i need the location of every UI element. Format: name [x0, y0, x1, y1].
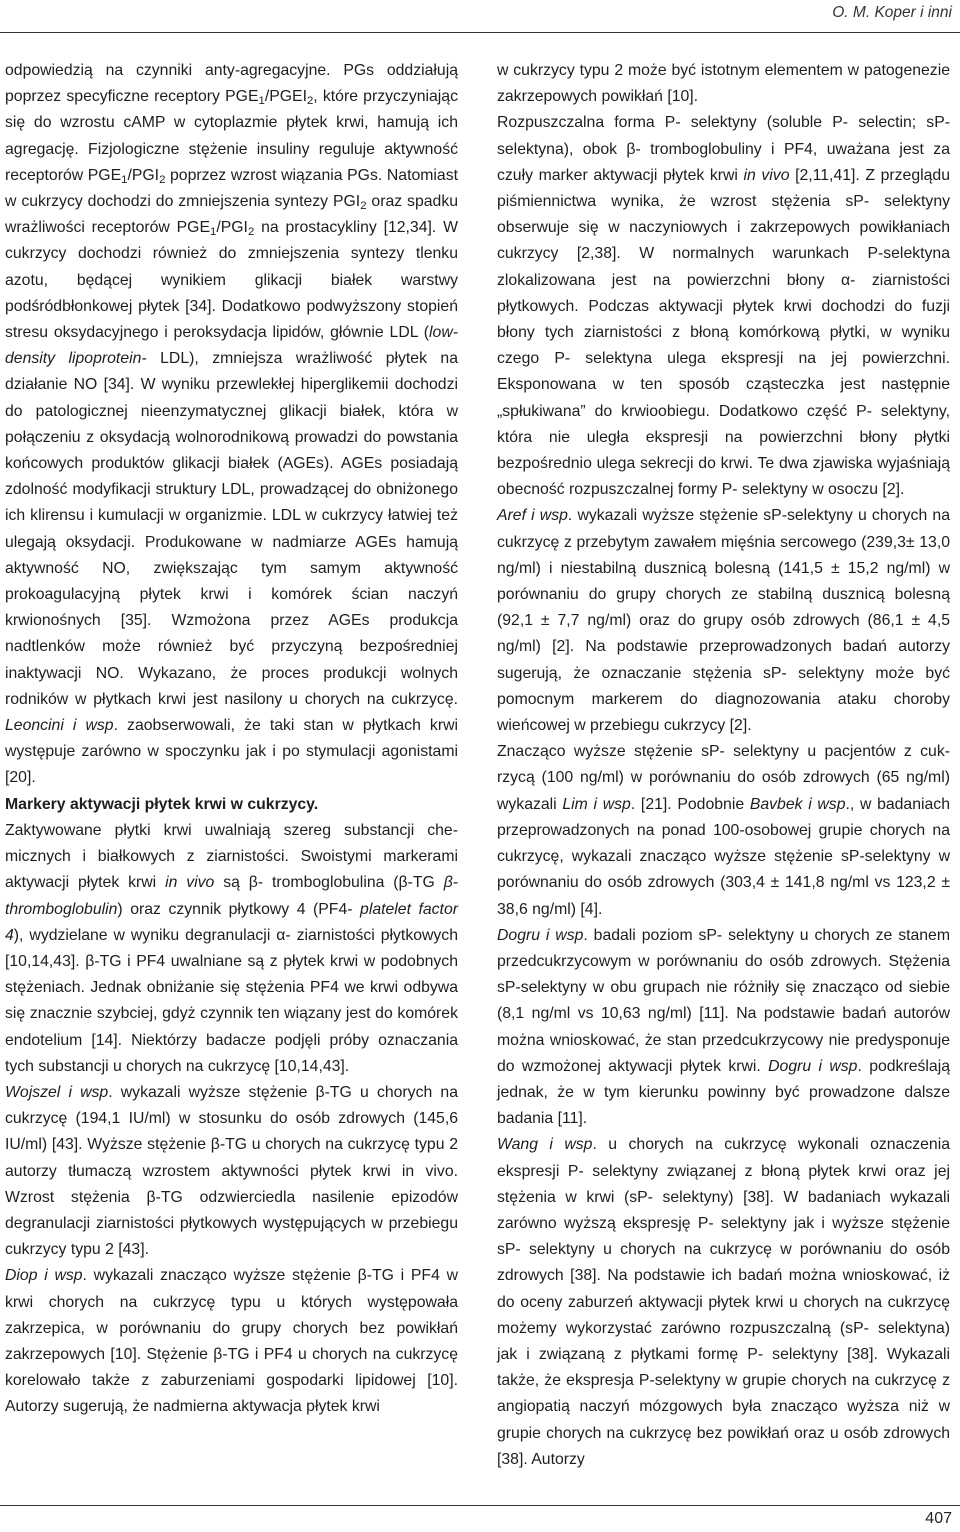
header-rule: [0, 32, 960, 33]
page-number: 407: [925, 1510, 952, 1527]
paragraph: Wang i wsp. u chorych na cukrzycę wykonali oznaczenia ekspresji P- selektyny związanej z błoną płytek krwi oraz jej stężenia w krwi (sP- selektyny) [38]. W badaniach wykazali zarówno wyższą ekspresję P- selektyny jak i wyższe stężenie sP- selektyny u chorych na cukrzycę w porównaniu do osób zdrowych [38]. Na podstawie ich badań można wnioskować, iż do oceny zaburzeń aktywacji płytek krwi u chorych na cukrzycę możemy wykorzystać zarówno rozpuszczalną (sP- selektyna) jak i związaną z płytkami formę P- selektyny [38]. Wykazali także, że ekspresja P-selektyny w grupie chorych na cukrzycę z angiopatią naczyń mózgowych była znacząco wyższa niż w grupie chorych na cukrzycę bez powikłań oraz u osób zdrowych [38]. Autorzy: [497, 1136, 950, 1468]
paragraph: Zaktywowane płytki krwi uwalniają szereg substancji chemicznych i białkowych z ziarnistości. Swoistymi markerami aktywacji płytek krwi in vivo są β- tromboglobulina (β-TG β-thromboglobulin) oraz czynnik płytkowy 4 (PF4- platelet factor 4), wydzielane w wyniku degranulacji α- ziarnistości płytkowych [10,14,43]. β-TG i PF4 uwalniane są z płytek krwi w podobnych stężeniach. Jednak obniżanie się stężenia PF4 we krwi odbywa się znacznie szybciej, gdyż czynnik ten wiązany jest do komórek endotelium [14]. Niektórzy badacze podjęli próby oznaczania tych substancji u chorych na cukrzycę [10,14,43].: [5, 821, 458, 1075]
paragraph: Diop i wsp. wykazali znacząco wyższe stężenie β-TG i PF4 w krwi chorych na cukrzycę typu u których występowała zakrzepica, w porównaniu do grupy chorych bez powikłań zakrzepowych [10]. Stężenie β-TG i PF4 u chorych na cukrzycę korelowało także z zaburzeniami gospodarki lipidowej [10]. Autorzy sugerują, że nadmierna aktywacja płytek krwi: [5, 1267, 458, 1416]
paragraph: Znacząco wyższe stężenie sP- selektyny u pacjentów z cukrzycą (100 ng/ml) w porównaniu do osób zdrowych (65 ng/ml) wykazali Lim i wsp. [21]. Podobnie Bavbek i wsp., w badaniach przeprowadzonych na ponad 100-osobowej grupie chorych na cukrzycę, wykazali znacząco wyższe stężenie sP-selektyny w porównaniu do osób zdrowych (303,4 ± 141,8 ng/ml vs 123,2 ± 38,6 ng/ml) [4].: [497, 743, 950, 918]
paragraph: Rozpuszczalna forma P- selektyny (soluble P- selectin; sP-selektyna), obok β- tromboglobuliny i PF4, uważana jest za czuły marker aktywacji płytek krwi in vivo [2,11,41]. Z przeglądu piśmiennictwa wynika, że wzrost stężenia sP- selektyny obserwuje się w naczyniowych i zakrzepowych powikłaniach cukrzycy [2,38]. W normalnych warunkach P-selektyna zlokalizowana jest na powierzchni błony α- ziarnistości płytkowych. Podczas aktywacji płytek krwi dochodzi do fuzji błony tych ziarnistości z błoną komórkową płytki, w wyniku czego P- selektyna ulega ekspresji na jej powierzchni. Eksponowana w ten sposób cząsteczka jest następnie „spłukiwana” do krwioobiegu. Dodatkowo część P- selektyny, która nie uległa ekspresji na powierzchni błony płytki bezpośrednio ulega sekrecji do krwi. Te dwa zjawiska wyjaśniają obecność rozpuszczalnej formy P- selektyny w osoczu [2].: [497, 114, 950, 499]
paragraph: Dogru i wsp. badali poziom sP- selektyny u chorych ze stanem przedcukrzycowym w porównaniu do osób zdrowych. Stężenia sP-selektyny w obu grupach nie różniły się znacząco od siebie (8,1 ng/ml vs 10,63 ng/ml) [11]. Na podstawie badań autorów można wnioskować, że stan przedcukrzycowy nie predysponuje do wzmożonej aktywacji płytek krwi. Dogru i wsp. podkreślają jednak, że w tym kierunku powinny być prowadzone dalsze badania [11].: [497, 926, 951, 1128]
paragraph: Wojszel i wsp. wykazali wyższe stężenie β-TG u chorych na cukrzycę (194,1 IU/ml) w stosunku do osób zdrowych (145,6 IU/ml) [43]. Wyższe stężenie β-TG u chorych na cukrzycę typu 2 autorzy tłumaczą wzrostem aktywności płytek krwi in vivo. Wzrost stężenia β-TG odzwierciedla nasilenie epizodów degranulacji ziarnistości płytkowych występujących w przebiegu cukrzycy typu 2 [43].: [5, 1083, 458, 1259]
section-heading: Markery aktywacji płytek krwi w cukrzycy.: [5, 795, 319, 813]
paragraph: w cukrzycy typu 2 może być istotnym elementem w patogenezie zakrzepowych powikłań [10].: [497, 62, 950, 106]
running-head: O. M. Koper i inni: [832, 4, 952, 21]
paragraph: odpowiedzią na czynniki anty-agregacyjne. PGs oddziałują poprzez specyficzne receptory $PGE_1/PGEI_2$, które przyczyniając się do wzrostu cAMP w cytoplazmie płytek krwi, hamują ich agregację. Fizjologiczne stężenie insuliny reguluje aktywność receptorów $PGE_1/PGI_2$ poprzez wzrost wiązania PGs. Natomiast w cukrzycy dochodzi do zmniejszenia syntezy $PGI_2$ oraz spadku wrażliwości receptorów $PGE_1/PGI_2$ na prostacykliny [12,34]. W cukrzycy dochodzi również do zmniejszenia syntezy tlenku azotu, będącej wynikiem glikacji białek warstwy podśródbłonkowej płytek [34]. Dodatkowo podwyższony stopień stresu oksydacyjnego i peroksydacja lipidów, głównie LDL (low- density lipoprotein- LDL), zmniejsza wrażliwość płytek na działanie NO [34]. W wyniku przewlekłej hiperglikemii dochodzi do patologicznej nieenzymatycznej glikacji białek, która w połączeniu z oksydacją wolnorodnikową prowadzi do powstania końcowych produktów glikacji białek (AGEs). AGEs posiadają zdolność modyfikacji struktury LDL, prowadzącej do obniżonego ich klirensu i kumulacji w organizmie. LDL w cukrzycy łatwiej też ulegają oksydacji. Produkowane w nadmiarze AGEs hamują aktywność NO, zwiększając tym samym aktywność prokoagulacyjną płytek krwi i komórek ścian naczyń krwionośnych [35]. Wzmożona przez AGEs produkcja nadtlenków może również być przyczyną bezpośredniej inaktywacji NO. Wykazano, że proces produkcji wolnych rodników w płytkach krwi jest nasilony u chorych na cukrzycę. Leoncini i wsp. zaobserwowali, że taki stan w płytkach krwi występuje zarówno w spoczynku jak i po stymulacji agonistami [20].: [5, 62, 459, 787]
page-header: [0, 0, 960, 32]
paragraph: Aref i wsp. wykazali wyższe stężenie sP-selektyny u chorych na cukrzycę z przebytym zawałem mięśnia sercowego (239,3± 13,0 ng/ml) i niestabilną dusznicą bolesną (141,5 ± 15,2 ng/ml) w porównaniu do grupy chorych ze stabilną dusznicą bolesną (92,1 ± 7,7 ng/ml) oraz do grupy osób zdrowych (86,1 ± 4,5 ng/ml) [2]. Na podstawie przeprowadzonych badań autorzy sugerują, że oznaczanie stężenia sP- selektyny może być pomocnym markerem do diagnozowania ataku choroby wieńcowej w przebiegu cukrzycy [2].: [497, 507, 950, 735]
footer-rule: [0, 1505, 960, 1506]
left-column: [5, 58, 458, 1421]
right-column: [497, 58, 950, 1473]
